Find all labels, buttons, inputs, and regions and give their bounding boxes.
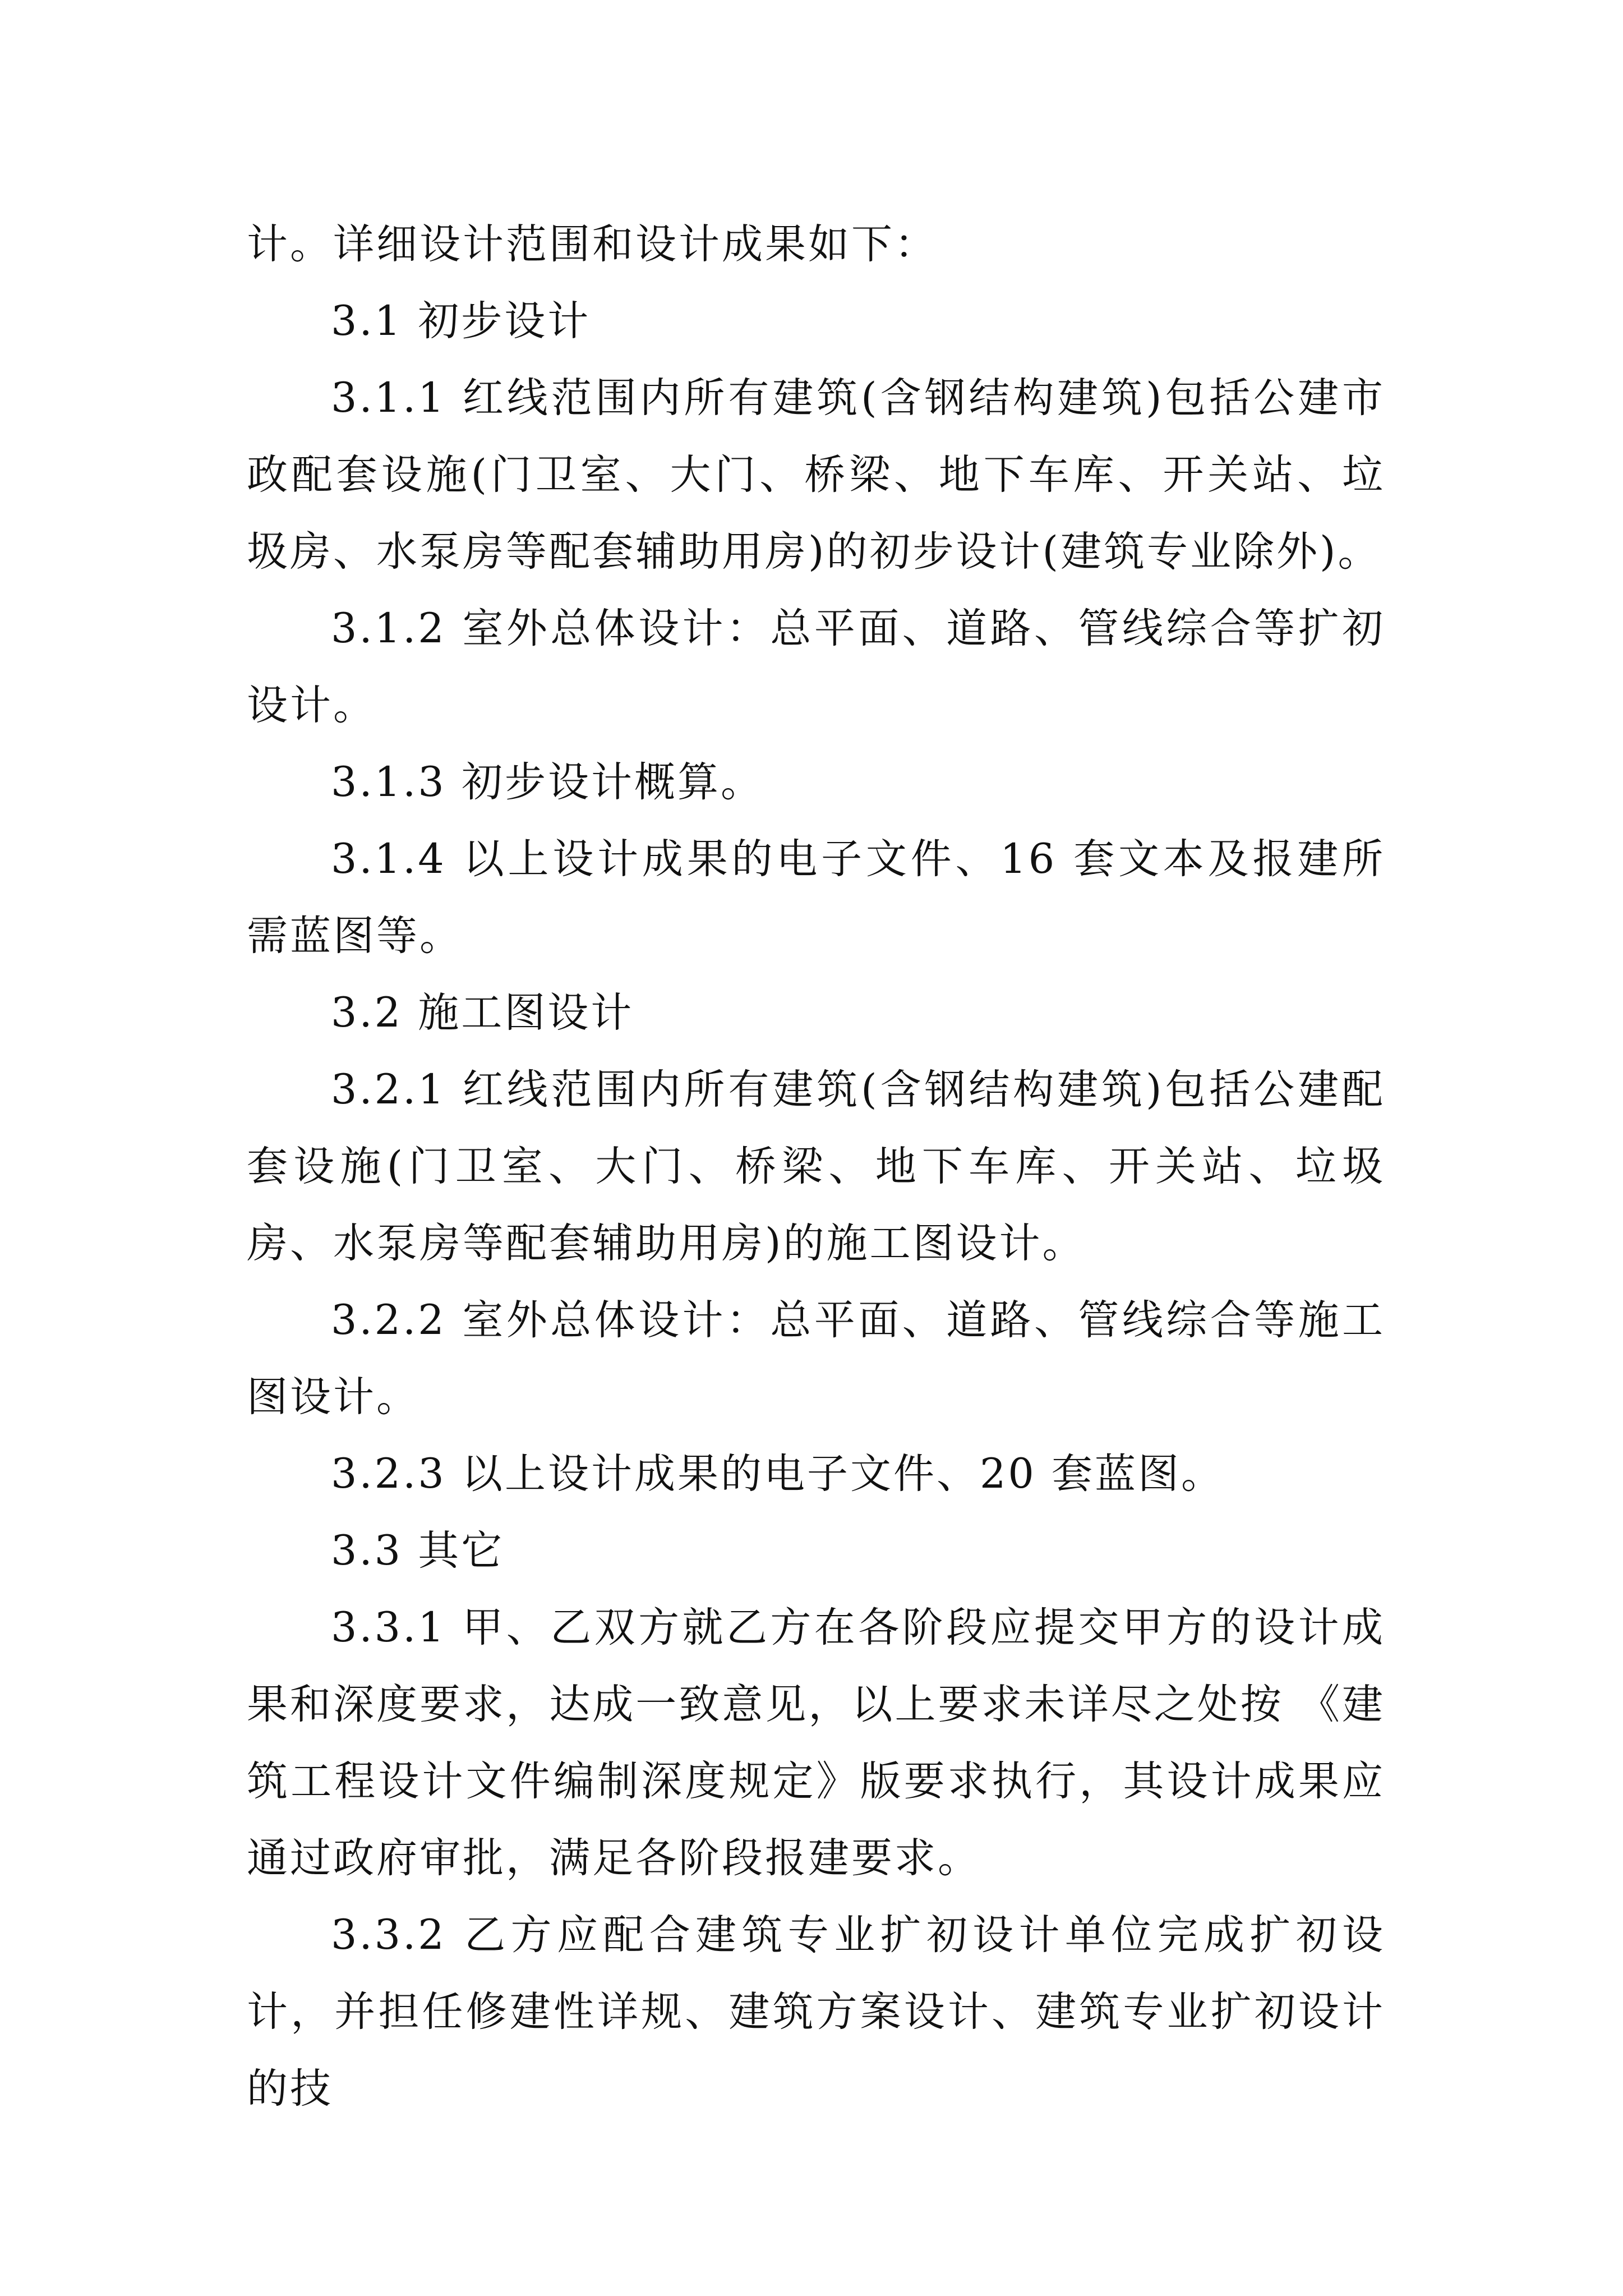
- paragraph-3-3-2: 3.3.2 乙方应配合建筑专业扩初设计单位完成扩初设计，并担任修建性详规、建筑方案设计、建筑专业扩初设计的技: [247, 1911, 1385, 2113]
- section-heading-3-3: 3.3 其它: [331, 1527, 505, 1575]
- paragraph-3-1-2: 3.1.2 室外总体设计：总平面、道路、管线综合等扩初设计。: [247, 605, 1385, 729]
- paragraph-3-2-3: 3.2.3 以上设计成果的电子文件、20 套蓝图。: [331, 1450, 1225, 1498]
- paragraph-continuation: 计。详细设计范围和设计成果如下：: [247, 220, 938, 268]
- document-body: [247, 206, 1385, 2127]
- paragraph-3-2-1: 3.2.1 红线范围内所有建筑(含钢结构建筑)包括公建配套设施(门卫室、大门、桥梁、地下车库、开关站、垃圾房、水泵房等配套辅助用房)的施工图设计。: [247, 1066, 1385, 1267]
- paragraph-3-2-2: 3.2.2 室外总体设计：总平面、道路、管线综合等施工图设计。: [247, 1296, 1385, 1421]
- section-heading-3-2: 3.2 施工图设计: [331, 989, 634, 1037]
- paragraph-3-1-1: 3.1.1 红线范围内所有建筑(含钢结构建筑)包括公建市政配套设施(门卫室、大门、桥梁、地下车库、开关站、垃圾房、水泵房等配套辅助用房)的初步设计(建筑专业除外)。: [247, 374, 1385, 576]
- paragraph-3-1-4: 3.1.4 以上设计成果的电子文件、16 套文本及报建所需蓝图等。: [247, 835, 1385, 960]
- section-heading-3-1: 3.1 初步设计: [331, 297, 591, 345]
- paragraph-3-1-3: 3.1.3 初步设计概算。: [331, 758, 764, 806]
- paragraph-3-3-1: 3.3.1 甲、乙双方就乙方在各阶段应提交甲方的设计成果和深度要求，达成一致意见，以上要求未详尽之处按 《建筑工程设计文件编制深度规定》版要求执行，其设计成果应通过政府审批，满足各阶段报建要求。: [247, 1604, 1385, 1882]
